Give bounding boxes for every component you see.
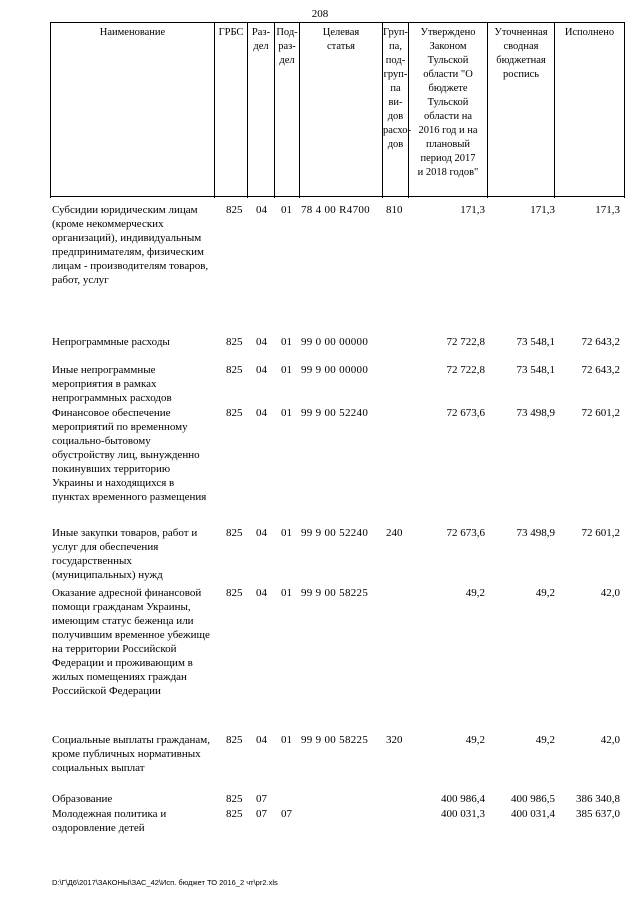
row-target: 99 9 00 52240	[301, 527, 369, 539]
row-razdel: 04	[256, 204, 267, 216]
row-target: 99 9 00 58225	[301, 734, 369, 746]
row-refined: 73 548,1	[516, 336, 555, 348]
header-group: Груп- па, под- груп- па ви- дов расхо- дов	[383, 23, 409, 198]
row-razdel: 04	[256, 407, 267, 419]
row-target: 99 9 00 52240	[301, 407, 369, 419]
row-refined: 400 031,4	[511, 808, 555, 820]
row-executed: 385 637,0	[576, 808, 620, 820]
row-podrazdel: 01	[281, 407, 292, 419]
row-podrazdel: 07	[281, 808, 292, 820]
row-name: Иные закупки товаров, работ и услуг для обеспечения государственных (муниципальных) нужд	[52, 527, 198, 581]
row-executed: 386 340,8	[576, 793, 620, 805]
table-row	[0, 406, 640, 503]
row-executed: 171,3	[595, 204, 620, 216]
row-podrazdel: 01	[281, 734, 292, 746]
row-razdel: 07	[256, 793, 267, 805]
row-name: Молодежная политика и оздоровление детей	[52, 808, 167, 834]
row-name: Оказание адресной финансовой помощи гражданам Украины, имеющим статус беженца или получившим временное убежище на территории Российской Федерации и проживающим в жилых помещениях граждан Российской Федерации	[52, 587, 210, 697]
row-name: Непрограммные расходы	[52, 336, 170, 348]
row-group: 320	[386, 734, 403, 746]
row-target: 99 9 00 58225	[301, 587, 369, 599]
row-name: Финансовое обеспечение мероприятий по временному социально-бытовому обустройству лиц, вынужденно покинувших территорию Украины и находящихся в пунктах временного размещения	[52, 407, 207, 503]
header-podrazdel: Под- раз- дел	[275, 23, 300, 198]
row-approved: 49,2	[465, 587, 485, 599]
row-executed: 42,0	[600, 587, 620, 599]
header-approved: Утверждено Законом Тульской области "О бюджете Тульской области на 2016 год и на плановый период 2017 и 2018 годов"	[409, 23, 488, 198]
footer-file-path: D:\Г\Д6\2017\ЗАКОНЫ\ЗАС_42\Исп. бюджет ТО 2016_2 чт\pr2.xls	[52, 878, 278, 887]
row-executed: 72 601,2	[581, 407, 620, 419]
page-number: 208	[311, 8, 329, 20]
row-razdel: 04	[256, 527, 267, 539]
row-group: 810	[386, 204, 403, 216]
row-razdel: 04	[256, 336, 267, 348]
row-refined: 73 498,9	[516, 407, 555, 419]
row-approved: 400 986,4	[441, 793, 485, 805]
row-grbs: 825	[226, 587, 243, 599]
row-grbs: 825	[226, 364, 243, 376]
row-target: 99 9 00 00000	[301, 364, 369, 376]
header-razdel: Раз- дел	[248, 23, 275, 198]
row-grbs: 825	[226, 527, 243, 539]
row-razdel: 04	[256, 364, 267, 376]
row-approved: 72 722,8	[446, 364, 485, 376]
row-refined: 49,2	[535, 734, 555, 746]
row-podrazdel: 01	[281, 587, 292, 599]
row-group: 240	[386, 527, 403, 539]
table-row	[0, 807, 640, 834]
row-refined: 400 986,5	[511, 793, 555, 805]
row-executed: 72 643,2	[581, 364, 620, 376]
row-grbs: 825	[226, 407, 243, 419]
row-refined: 73 548,1	[516, 364, 555, 376]
row-razdel: 07	[256, 808, 267, 820]
table-row	[0, 363, 640, 404]
header-executed: Исполнено	[555, 23, 625, 198]
row-grbs: 825	[226, 336, 243, 348]
row-grbs: 825	[226, 204, 243, 216]
row-refined: 73 498,9	[516, 527, 555, 539]
row-approved: 72 722,8	[446, 336, 485, 348]
row-grbs: 825	[226, 793, 243, 805]
row-refined: 171,3	[530, 204, 555, 216]
table-row	[0, 586, 640, 697]
row-grbs: 825	[226, 734, 243, 746]
table-header	[50, 22, 625, 197]
row-name: Социальные выплаты гражданам, кроме публичных нормативных социальных выплат	[52, 734, 210, 774]
row-executed: 72 643,2	[581, 336, 620, 348]
table-row	[0, 792, 640, 805]
row-refined: 49,2	[535, 587, 555, 599]
row-approved: 49,2	[465, 734, 485, 746]
row-podrazdel: 01	[281, 364, 292, 376]
table-row	[0, 203, 640, 286]
header-refined: Уточненная сводная бюджетная роспись	[488, 23, 555, 198]
row-target: 78 4 00 R4700	[301, 204, 370, 216]
table-row	[0, 335, 640, 348]
table-row	[0, 526, 640, 581]
header-grbs: ГРБС	[215, 23, 248, 198]
row-name: Субсидии юридическим лицам (кроме некоммерческих организаций), индивидуальным предпринимателям, физическим лицам - производителям товаров, работ, услуг	[52, 204, 209, 286]
row-name: Иные непрограммные мероприятия в рамках непрограммных расходов	[52, 364, 172, 404]
row-approved: 72 673,6	[446, 407, 485, 419]
row-approved: 171,3	[460, 204, 485, 216]
table-row	[0, 733, 640, 774]
row-executed: 42,0	[600, 734, 620, 746]
row-target: 99 0 00 00000	[301, 336, 369, 348]
row-approved: 72 673,6	[446, 527, 485, 539]
row-approved: 400 031,3	[441, 808, 485, 820]
row-podrazdel: 01	[281, 336, 292, 348]
row-podrazdel: 01	[281, 527, 292, 539]
row-grbs: 825	[226, 808, 243, 820]
header-target: Целевая статья	[300, 23, 383, 198]
header-name: Наименование	[50, 23, 215, 198]
row-razdel: 04	[256, 734, 267, 746]
row-razdel: 04	[256, 587, 267, 599]
row-executed: 72 601,2	[581, 527, 620, 539]
row-podrazdel: 01	[281, 204, 292, 216]
row-name: Образование	[52, 793, 113, 805]
